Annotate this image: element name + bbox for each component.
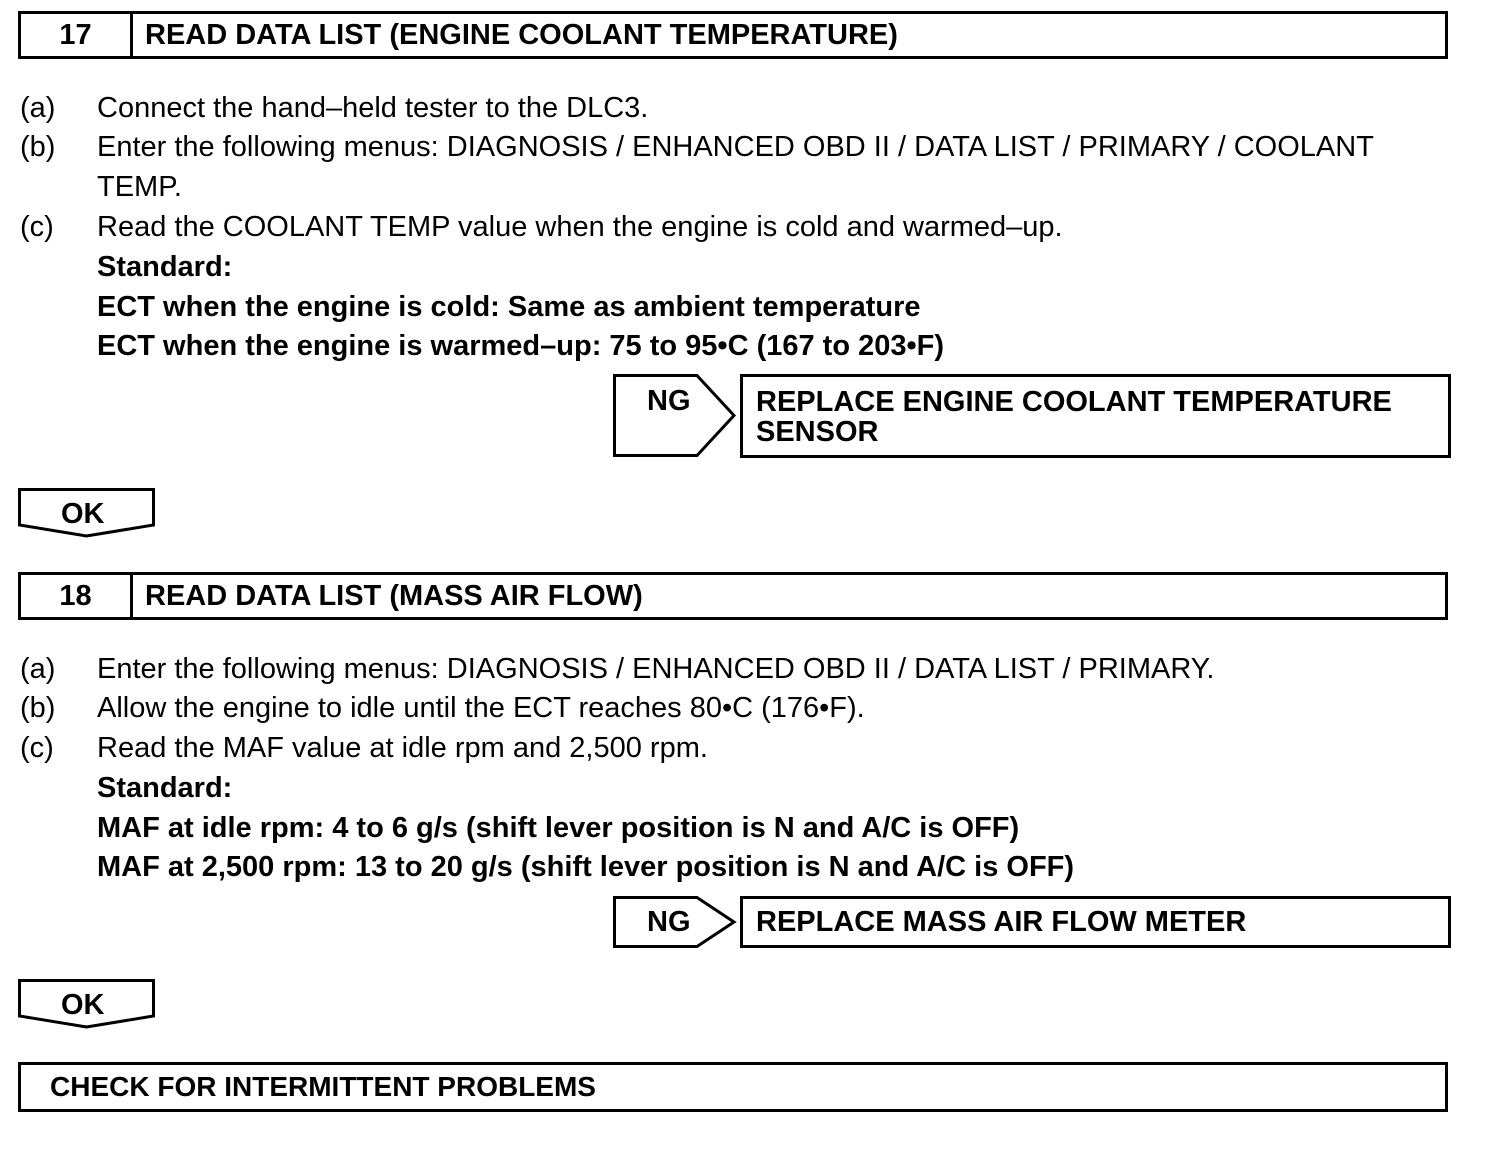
item-letter: (a)	[20, 92, 56, 124]
ok-label: OK	[61, 989, 105, 1021]
step-title: READ DATA LIST (ENGINE COOLANT TEMPERATURE)	[145, 18, 898, 51]
item-text-continuation: TEMP.	[97, 171, 182, 203]
ng-action-box	[740, 896, 1451, 948]
ng-action-box	[740, 374, 1451, 458]
item-letter: (b)	[20, 131, 56, 163]
step-number: 18	[21, 575, 133, 617]
item-letter: (c)	[20, 211, 54, 243]
item-text: Allow the engine to idle until the ECT reaches 80•C (176•F).	[97, 692, 865, 724]
ng-action-line: SENSOR	[756, 416, 879, 448]
item-letter: (a)	[20, 653, 56, 685]
standard-value: MAF at 2,500 rpm: 13 to 20 g/s (shift lever position is N and A/C is OFF)	[97, 851, 1075, 883]
step-title: READ DATA LIST (MASS AIR FLOW)	[145, 579, 643, 612]
standard-value: ECT when the engine is cold: Same as ambient temperature	[97, 291, 921, 323]
standard-label: Standard:	[97, 251, 233, 283]
item-text: Enter the following menus: DIAGNOSIS / ENHANCED OBD II / DATA LIST / PRIMARY.	[97, 653, 1215, 685]
item-letter: (c)	[20, 732, 54, 764]
ok-label: OK	[61, 498, 105, 530]
step-number: 17	[21, 14, 133, 56]
standard-value: MAF at idle rpm: 4 to 6 g/s (shift lever position is N and A/C is OFF)	[97, 812, 1020, 844]
step-18-header	[18, 572, 1448, 620]
final-action-box	[18, 1062, 1448, 1112]
item-text: Read the MAF value at idle rpm and 2,500 rpm.	[97, 732, 708, 764]
item-text: Connect the hand–held tester to the DLC3.	[97, 92, 649, 124]
ng-label: NG	[647, 906, 691, 938]
standard-value: ECT when the engine is warmed–up: 75 to 95•C (167 to 203•F)	[97, 330, 945, 362]
step-17-header	[18, 11, 1448, 59]
final-action-label: CHECK FOR INTERMITTENT PROBLEMS	[50, 1071, 596, 1102]
ng-action-line: REPLACE ENGINE COOLANT TEMPERATURE	[756, 386, 1392, 418]
ng-action-line: REPLACE MASS AIR FLOW METER	[756, 906, 1247, 938]
standard-label: Standard:	[97, 772, 233, 804]
item-text: Read the COOLANT TEMP value when the engine is cold and warmed–up.	[97, 211, 1063, 243]
item-text: Enter the following menus: DIAGNOSIS / ENHANCED OBD II / DATA LIST / PRIMARY / COOLANT	[97, 131, 1374, 163]
ng-label: NG	[647, 385, 691, 417]
item-letter: (b)	[20, 692, 56, 724]
